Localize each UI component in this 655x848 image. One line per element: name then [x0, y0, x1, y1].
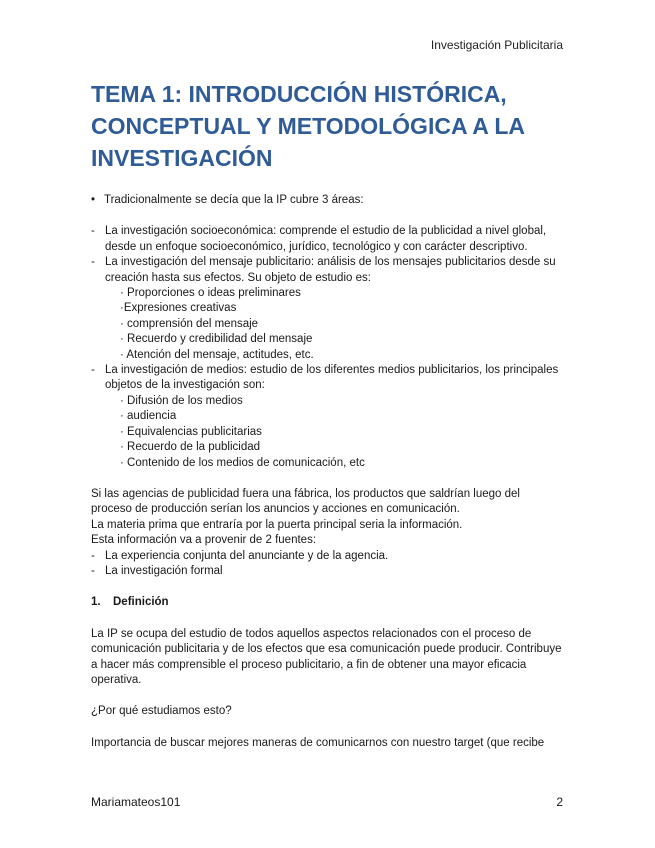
dash-symbol: -: [91, 564, 95, 577]
intro-bullet-text: Tradicionalmente se decía que la IP cubre 3 áreas:: [104, 194, 364, 206]
page-title: TEMA 1: INTRODUCCIÓN HISTÓRICA, CONCEPTUAL Y METODOLÓGICA A LA INVESTIGACIÓN: [91, 81, 525, 171]
area-text: La investigación socioeconómica: comprende el estudio de la publicidad a nivel global, desde un enfoque socioeconómico, jurídico, tecnológico y con carácter descriptivo.: [105, 225, 547, 253]
footer-page-number: 2: [556, 795, 563, 809]
subitem: ·Expresiones creativas: [120, 302, 237, 315]
subitem: · Recuerdo de la publicidad: [120, 441, 261, 454]
area-text: La investigación del mensaje publicitario: análisis de los mensajes publicitarios desde su creación hasta sus efectos. Su objeto de estudio es:: [105, 256, 556, 284]
area-item: [91, 363, 571, 394]
subitem: · Recuerdo y credibilidad del mensaje: [120, 333, 313, 346]
bullet-symbol: •: [91, 194, 96, 206]
dash-symbol: -: [91, 225, 95, 238]
question-line: ¿Por qué estudiamos esto?: [91, 705, 232, 718]
paragraph-line: Esta información va a provenir de 2 fuentes:: [91, 534, 317, 547]
footer-author: Mariamateos101: [91, 795, 181, 809]
section-title: Definición: [113, 596, 169, 609]
agency-paragraph: [91, 487, 571, 579]
subitem: · Atención del mensaje, actitudes, etc.: [120, 348, 314, 361]
area-item: [91, 224, 571, 255]
importance-paragraph: Importancia de buscar mejores maneras de comunicarnos con nuestro target (que recibe: [91, 736, 545, 749]
area-item: [91, 255, 571, 286]
dash-symbol: -: [91, 364, 95, 377]
area-text: La investigación de medios: estudio de los diferentes medios publicitarios, los principales objetos de la investigación son:: [105, 364, 559, 392]
source-item: [91, 549, 571, 564]
paragraph-line: Si las agencias de publicidad fuera una fábrica, los productos que saldrían luego del: [91, 487, 520, 500]
section-heading: [91, 595, 571, 610]
dash-symbol: -: [91, 549, 95, 562]
subitem: · Contenido de los medios de comunicación, etc: [120, 456, 365, 469]
area-subitems: [91, 394, 571, 471]
subitem: · audiencia: [120, 410, 177, 423]
subitem: · Difusión de los medios: [120, 394, 243, 407]
source-item: [91, 564, 571, 579]
areas-list: [91, 224, 571, 471]
subitem: · comprensión del mensaje: [120, 317, 259, 330]
area-subitems: [91, 286, 571, 363]
source-text: La experiencia conjunta del anunciante y de la agencia.: [105, 549, 389, 562]
paragraph-line: proceso de producción serían los anuncios y acciones en comunicación.: [91, 503, 460, 516]
dash-symbol: -: [91, 256, 95, 269]
paragraph-line: La materia prima que entraría por la puerta principal seria la información.: [91, 518, 463, 531]
document-body: [91, 193, 571, 751]
intro-bullet: [91, 193, 571, 208]
section-number: 1.: [91, 596, 101, 609]
running-header: Investigación Publicitaria: [430, 38, 563, 52]
source-text: La investigación formal: [105, 564, 223, 577]
subitem: · Proporciones o ideas preliminares: [120, 287, 301, 300]
subitem: · Equivalencias publicitarias: [120, 425, 262, 438]
definition-paragraph: La IP se ocupa del estudio de todos aquellos aspectos relacionados con el proceso de comunicación publicitaria y de los efectos que esa comunicación puede producir. Contribuye a hacer más comprensible el proceso publicitario, a fin de obtener una mayor eficacia operativa.: [91, 627, 562, 686]
